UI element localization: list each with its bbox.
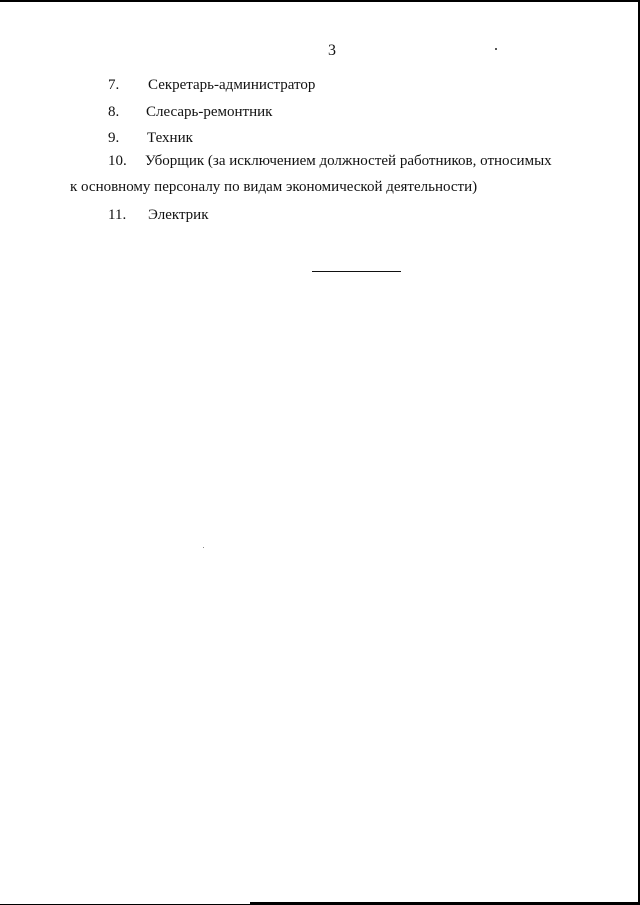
list-item-text: Секретарь-администратор [148,77,316,93]
list-item-number: 8. [108,104,120,120]
list-item-10-continuation: к основному персоналу по видам экономической деятельности) [70,179,478,195]
scan-artifact-dot [495,48,497,50]
list-item-number: 11. [108,207,127,223]
list-item-number: 7. [108,77,120,93]
list-item-text: Уборщик (за исключением должностей работников, относимых [145,153,552,169]
list-item-number: 10. [108,153,127,169]
scan-border-top [0,0,640,2]
list-item-text: Техник [147,130,193,146]
list-item-text: Электрик [148,207,209,223]
list-item-number: 9. [108,130,120,146]
page-number: 3 [328,42,336,59]
end-of-document-rule [312,271,401,272]
list-item-text: Слесарь-ремонтник [146,104,273,120]
scan-artifact-speck [203,547,204,548]
